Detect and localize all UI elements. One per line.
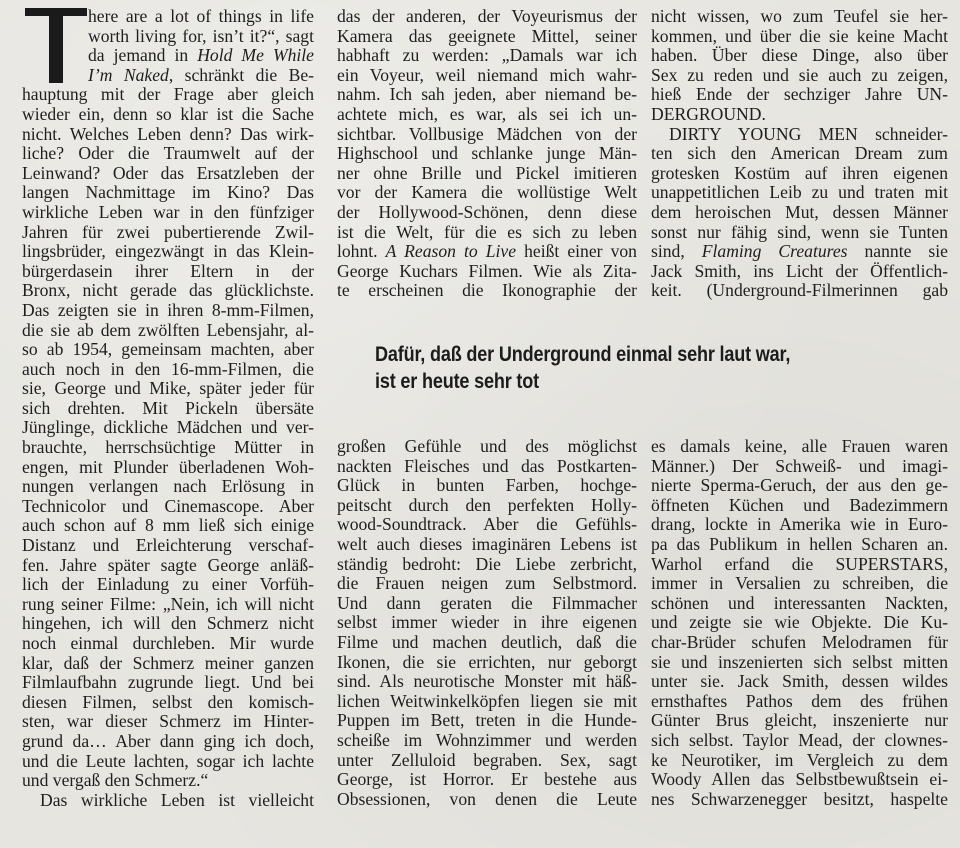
text-line: keit. (Underground-Filmerinnen gab [651, 280, 948, 301]
text-line: DERGROUND. [651, 103, 766, 124]
text-line: ke Neurotiker, im Vergleich zu dem [651, 749, 948, 770]
text-line: unter sie. Jack Smith, dessen wildes [651, 671, 948, 692]
headline-line-2: ist er heute sehr tot [375, 370, 539, 393]
text-line: Leinwand? Oder das Ersatzleben der [22, 162, 314, 183]
italic-title: A Reason to Live [385, 241, 517, 262]
text-line: Puppen im Bett, treten in die Hunde- [337, 710, 637, 731]
text-line: here are a lot of things in life [88, 6, 314, 26]
text-line: Warhol erfand die SUPERSTARS, [651, 553, 948, 574]
text-line: selbst immer wieder in ihre eigenen [337, 612, 637, 633]
text-line: da jemand in Hold Me While [88, 45, 314, 66]
text-line: lichen Weitwinkelköpfen liegen sie mit [337, 690, 637, 711]
text-line: wirkliche Leben war in den fünfziger [22, 201, 314, 222]
text-line: so ab 1954, gemeinsam machten, aber [22, 339, 314, 360]
text-line: nahm. Ich sah jeden, aber niemand be- [337, 84, 637, 105]
text-line: Highschool und schlanke junge Män- [337, 143, 637, 164]
text-line: ernsthaftes Pathos dem des frühen [651, 690, 948, 711]
text-line: haben. Über diese Dinge, also über [651, 45, 948, 66]
column-3-top [651, 7, 948, 301]
text-line: Ikonen, die sie errichten, nur geborgt [337, 651, 637, 672]
text-line: Distanz und Erleichterung verschaf- [22, 535, 314, 556]
text-line: Das zeigten sie in ihren 8-mm-Filmen, [22, 299, 314, 320]
text-line: sie, George und Mike, später jeder für [22, 378, 314, 399]
text-line: rung seiner Filme: „Nein, ich will nicht [22, 593, 314, 614]
text-line: nicht wissen, wo zum Teufel sie her- [651, 6, 948, 26]
text-line: Jünglinge, dickliche Mädchen und ver- [22, 417, 314, 438]
text-line: bürgerdasein ihrer Eltern in der [22, 260, 314, 281]
text-line: langen Nachmittage im Kino? Das [22, 182, 314, 203]
text-line: sonst nur fähig sind, wenn sie Tunten [651, 221, 948, 242]
text-line: fen. Jahre später sagte George anläß- [22, 554, 314, 575]
text-line: lingsbrüder, eingezwängt in das Klein- [22, 241, 314, 262]
text-line: liche? Oder die Traumwelt auf der [22, 143, 314, 164]
text-line: sich selbst. Taylor Mead, der clownes- [651, 729, 948, 750]
text-line: unappetitlichen Leib zu und traten mit [651, 182, 948, 203]
text-line: DIRTY YOUNG MEN schneider- [669, 123, 948, 144]
text-line: drang, lockte in Amerika wie in Euro- [651, 514, 948, 535]
text-line: lohnt. A Reason to Live heißt einer von [337, 241, 637, 262]
text-line: I’m Naked, schränkt die Be- [88, 64, 314, 85]
text-line: worth living for, isn’t it?“, sagt [88, 25, 314, 46]
italic-title: Hold Me While [197, 45, 314, 66]
text-line: wood-Soundtrack. Aber die Gefühls- [337, 514, 637, 535]
text-line: dem heroischen Mut, dessen Männer [651, 201, 948, 222]
pull-quote-headline [375, 341, 857, 395]
text-line: sich drehten. Mit Pickeln übersäte [22, 397, 314, 418]
text-line: ein Voyeur, weil niemand mich wahr- [337, 64, 637, 85]
text-line: ner ohne Brille und Pickel imitieren [337, 162, 637, 183]
text-line: das der anderen, der Voyeurismus der [337, 6, 637, 26]
text-line: welt auch dieses imaginären Lebens ist [337, 533, 637, 554]
text-line: Obsessionen, von denen die Leute [337, 788, 637, 809]
text-line: es damals keine, alle Frauen waren [651, 436, 948, 456]
text-line: schönen und interessanten Nackten, [651, 592, 948, 613]
text-line: ten sich den American Dream zum [651, 143, 948, 164]
italic-title: I’m Naked [88, 64, 169, 85]
text-line: nicht. Welches Leben denn? Das wirk- [22, 123, 314, 144]
text-line: Jahren für zwei pubertierende Zwil- [22, 221, 314, 242]
text-line: ständig bedroht: Die Liebe zerbricht, [337, 553, 637, 574]
text-line: vor der Kamera die wollüstige Welt [337, 182, 637, 203]
text-line: Sex zu reden und sie auch zu zeigen, [651, 64, 948, 85]
text-line: Bronx, nicht gerade das glücklichste. [22, 280, 314, 301]
text-line: peitscht durch den perfekten Holly- [337, 494, 637, 515]
text-line: te erscheinen die Ikonographie der [337, 280, 637, 301]
text-line: sie und inszenierten sich selbst mitten [651, 651, 948, 672]
text-line: Filmlaufbahn zugrunde liegt. Und bei [22, 672, 314, 693]
text-line: nungen verlangen nach Erlösung in [22, 476, 314, 497]
text-line: Das wirkliche Leben ist vielleicht [40, 789, 314, 810]
text-line: und zeigte sie wie Objekte. Die Ku- [651, 612, 948, 633]
text-line: grotesken Kostüm auf ihren eigenen [651, 162, 948, 183]
column-3-bottom [651, 437, 948, 809]
text-line: char-Brüder schufen Melodramen für [651, 631, 948, 652]
column-1 [22, 7, 314, 810]
text-line: Günter Brus gleicht, inszenierte nur [651, 710, 948, 731]
text-line: Jack Smith, ins Licht der Öffentlich- [651, 260, 948, 281]
text-line: die sie ab dem zwölften Lebensjahr, al- [22, 319, 314, 340]
text-line: habhaft zu werden: „Damals war ich [337, 45, 637, 66]
text-line: öffneten Küchen und Badezimmern [651, 494, 948, 515]
text-line: George, ist Horror. Er bestehe aus [337, 769, 637, 790]
text-line: sind. Als neurotische Monster mit häß- [337, 671, 637, 692]
text-line: der Hollywood-Schönen, denn diese [337, 201, 637, 222]
text-line: brauchte, herrschsüchtige Mütter in [22, 437, 314, 458]
text-line: unter Zelluloid begraben. Sex, sagt [337, 749, 637, 770]
text-line: immer in Versalien zu schreiben, die [651, 573, 948, 594]
text-line: noch einmal durchleben. Mir wurde [22, 633, 314, 653]
text-line: auch schon auf 8 mm ließ sich einige [22, 515, 314, 536]
text-line: Filme und machen deutlich, daß die [337, 631, 637, 652]
text-line: großen Gefühle und des möglichst [337, 436, 637, 456]
text-line: scheiße im Wohnzimmer und werden [337, 729, 637, 750]
text-line: grund da… Aber dann ging ich doch, [22, 730, 314, 751]
text-line: nierte Sperma-Geruch, der aus den ge- [651, 475, 948, 496]
text-line: Männer.) Der Schweiß- und imagi- [651, 455, 948, 476]
text-line: nackten Fleisches und das Postkarten- [337, 455, 637, 476]
text-line: kommen, und über die sie keine Macht [651, 25, 948, 46]
text-line: Kamera das geeignete Mittel, seiner [337, 25, 637, 46]
text-line: und vergaß den Schmerz.“ [22, 770, 209, 791]
text-line: wieder ein, denn so klar ist die Sache [22, 103, 314, 124]
text-line: sind, Flaming Creatures nannte sie [651, 241, 948, 262]
text-line: Woody Allen das Selbstbewußtsein ei- [651, 769, 948, 790]
text-line: Und dann geraten die Filmmacher [337, 592, 637, 613]
text-line: auch noch in den 16-mm-Filmen, die [22, 358, 314, 379]
text-line: hauptung mit der Frage aber gleich [22, 84, 314, 105]
text-line: achtete mich, es war, als sei ich un- [337, 103, 637, 124]
text-line: Technicolor und Cinemascope. Aber [22, 495, 314, 516]
text-line: und die Leute lachten, sogar ich lachte [22, 750, 314, 771]
text-line: pa das Publikum in hellen Scharen an. [651, 533, 948, 554]
column-2-top [337, 7, 637, 301]
text-line: nes Schwarzenegger besitzt, haspelte [651, 788, 948, 809]
text-line: sten, war dieser Schmerz im Hinter- [22, 711, 314, 732]
text-line: sichtbar. Vollbusige Mädchen von der [337, 123, 637, 144]
column-2-bottom [337, 437, 637, 809]
text-line: hingehen, ich will den Schmerz nicht [22, 613, 314, 634]
text-line: die Frauen neigen zum Selbstmord. [337, 573, 637, 594]
text-line: ist die Welt, für die es sich zu leben [337, 221, 637, 242]
text-line: George Kuchars Filmen. Wie als Zita- [337, 260, 637, 281]
text-line: klar, daß der Schmerz meiner ganzen [22, 652, 314, 673]
text-line: hieß Ende der sechziger Jahre UN- [651, 84, 948, 105]
text-line: engen, mit Plunder überladenen Woh- [22, 456, 314, 477]
text-line: Glück in bunten Farben, hochge- [337, 475, 637, 496]
text-line: diesen Filmen, selbst den komisch- [22, 691, 314, 712]
bleed-through-texture [650, 312, 653, 329]
text-line: lich der Einladung zu einer Vorfüh- [22, 574, 314, 595]
italic-title: Flaming Creatures [701, 241, 848, 262]
headline-line-1: Dafür, daß der Underground einmal sehr laut war, [375, 343, 791, 366]
